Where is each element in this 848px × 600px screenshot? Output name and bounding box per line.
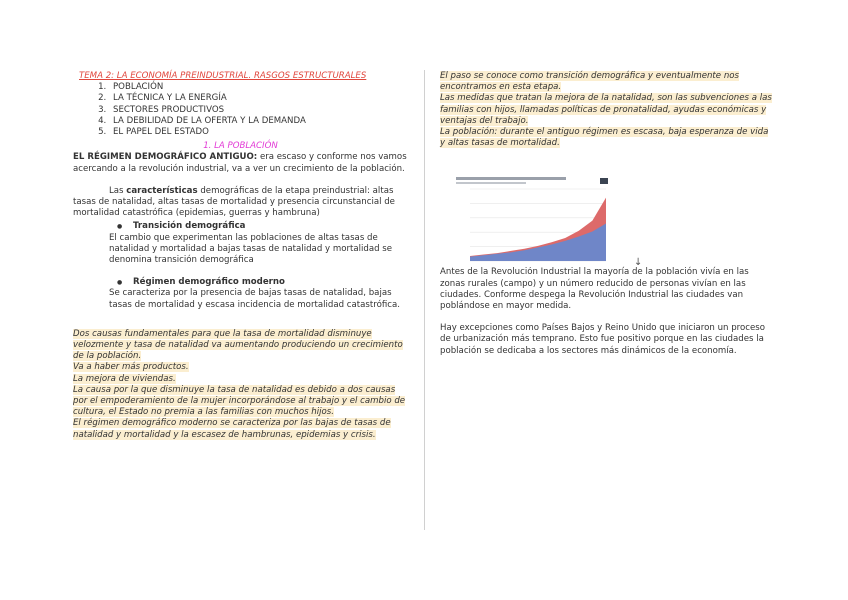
char-post: demográficas de la etapa preindustrial: altas tasas de natalidad, altas tasas de mortalidad y presencia circunstancial de mortalidad catastrófica (epidemias, guerras y hambruna): [73, 185, 395, 219]
left-highlight-notes: [73, 329, 408, 441]
highlight-note: La población: durante el antiguo régimen es escasa, baja esperanza de vida y altas tasas de mortalidad.: [440, 127, 769, 149]
section-heading: 1. LA POBLACIÓN: [203, 141, 278, 152]
highlight-note: La mejora de viviendas.: [73, 373, 176, 384]
left-column: [73, 71, 408, 441]
rural-urban-paragraph: Antes de la Revolución Industrial la mayoría de la población vivía en las zonas rurales (campo) y un número reducido de personas vivían en las ciudades. Conforme despega la Revolución Industrial las ciudades van poblándose en mayor medida.: [440, 267, 749, 312]
highlight-note: El régimen demográfico moderno se caracteriza por las bajas de tasas de natalidad y mortalidad y la escasez de hambrunas, epidemias y crisis.: [73, 418, 391, 440]
highlight-note: Dos causas fundamentales para que la tasa de mortalidad disminuye velozmente y tasa de natalidad va aumentando produciendo un crecimiento de la población.: [73, 328, 403, 362]
column-divider: [424, 70, 425, 530]
document-title: TEMA 2: LA ECONOMÍA PREINDUSTRIAL. RASGOS ESTRUCTURALES: [79, 71, 367, 81]
table-of-contents: [73, 82, 408, 138]
toc-item: 2. LA TÉCNICA Y LA ENERGÍA: [109, 93, 408, 104]
char-pre: Las: [109, 185, 127, 196]
bullet-transicion-text: El cambio que experimentan las poblaciones de altas tasas de natalidad y mortalidad a bajas tasas de natalidad y mortalidad se denomina transición demográfica: [109, 232, 393, 266]
bullet-regimen-moderno: ● Régimen demográfico moderno: [133, 277, 408, 288]
toc-item: 3. SECTORES PRODUCTIVOS: [109, 105, 408, 116]
toc-item: 1. POBLACIÓN: [109, 82, 408, 93]
char-bold: características: [126, 185, 198, 196]
toc-item: 4. LA DEBILIDAD DE LA OFERTA Y LA DEMANDA: [109, 116, 408, 127]
highlight-note: Las medidas que tratan la mejora de la natalidad, son las subvenciones a las familias con hijos, llamadas políticas de pronatalidad, ayudas económicas y ventajas del trabajo.: [440, 93, 772, 126]
highlight-note: La causa por la que disminuye la tasa de natalidad es debido a dos causas por el empoderamiento de la mujer incorporándose al trabajo y el cambio de cultura, el Estado no premia a las familias con muchos hijos.: [73, 384, 406, 418]
toc-item: 5. EL PAPEL DEL ESTADO: [109, 127, 408, 138]
bullet-transicion: ● Transición demográfica: [133, 221, 408, 232]
chart-title-placeholder: [456, 177, 566, 180]
right-column: [440, 71, 775, 357]
chart-logo-mark: [600, 178, 608, 184]
characteristics-paragraph: [73, 186, 408, 220]
intro-bold: EL RÉGIMEN DEMOGRÁFICO ANTIGUO:: [73, 152, 258, 163]
population-chart: [450, 175, 643, 269]
highlight-note: Va a haber más productos.: [73, 362, 189, 373]
bullet-regimen-text: Se caracteriza por la presencia de bajas tasas de natalidad, bajas tasas de mortalidad y escasa incidencia de mortalidad catastrófica.: [109, 288, 401, 310]
intro-paragraph: [73, 152, 408, 174]
exceptions-paragraph: Hay excepciones como Países Bajos y Reino Unido que iniciaron un proceso de urbanización más temprano. Esto fue positivo porque en las ciudades la población se dedicaba a los sectores más dinámicos de la economía.: [440, 323, 765, 356]
down-arrow-icon: ↓: [634, 257, 643, 269]
chart-subtitle-placeholder: [456, 182, 526, 184]
highlight-note: El paso se conoce como transición demográfica y eventualmente nos encontramos en esta etapa.: [440, 71, 740, 93]
intro-text: era escaso y conforme nos vamos acercando a la revolución industrial, va a ver un crecimiento de la población.: [73, 152, 407, 174]
population-chart-svg: [450, 175, 610, 267]
